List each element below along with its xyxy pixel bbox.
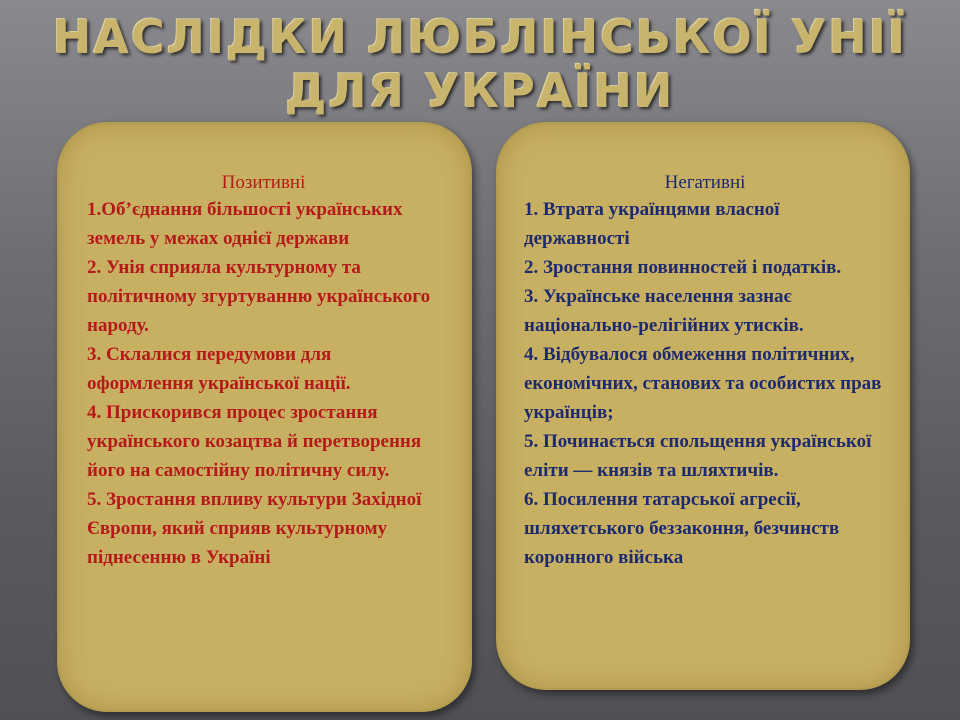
negative-item: 3. Українське населення зазнає національно-релігійних утисків. [524, 286, 804, 336]
negative-item: 6. Посилення татарської агресії, шляхетського беззаконня, безчинств коронного війська [524, 489, 840, 568]
positive-item: 5. Зростання впливу культури Західної Європи, який сприяв культурному піднесенню в Україні [87, 489, 422, 568]
positive-panel [57, 122, 472, 712]
slide-title [0, 10, 960, 118]
positive-list [87, 195, 440, 572]
negative-item: 4. Відбувалося обмеження політичних, економічних, станових та особистих прав українців; [524, 344, 882, 423]
slide-title-line1: НАСЛІДКИ ЛЮБЛІНСЬКОЇ УНІЇ [52, 10, 908, 64]
negative-heading: Негативні [664, 172, 746, 193]
slide-title-line2: ДЛЯ УКРАЇНИ [285, 64, 675, 118]
negative-panel [496, 122, 910, 690]
positive-item: 4. Прискорився процес зростання українського козацтва й перетворення його на самостійну політичну силу. [87, 402, 422, 481]
positive-item: 1.Об’єднання більшості українських земель у межах однієї держави [87, 199, 403, 249]
negative-item: 1. Втрата українцями власної державності [524, 199, 780, 249]
positive-heading: Позитивні [221, 172, 306, 193]
positive-item: 3. Склалися передумови для оформлення української нації. [87, 344, 351, 394]
negative-list [524, 195, 886, 572]
positive-item: 2. Унія сприяла культурному та політичному згуртуванню українського народу. [87, 257, 431, 336]
negative-item: 2. Зростання повинностей і податків. [524, 257, 842, 278]
negative-item: 5. Починається спольщення української еліти — князів та шляхтичів. [524, 431, 872, 481]
